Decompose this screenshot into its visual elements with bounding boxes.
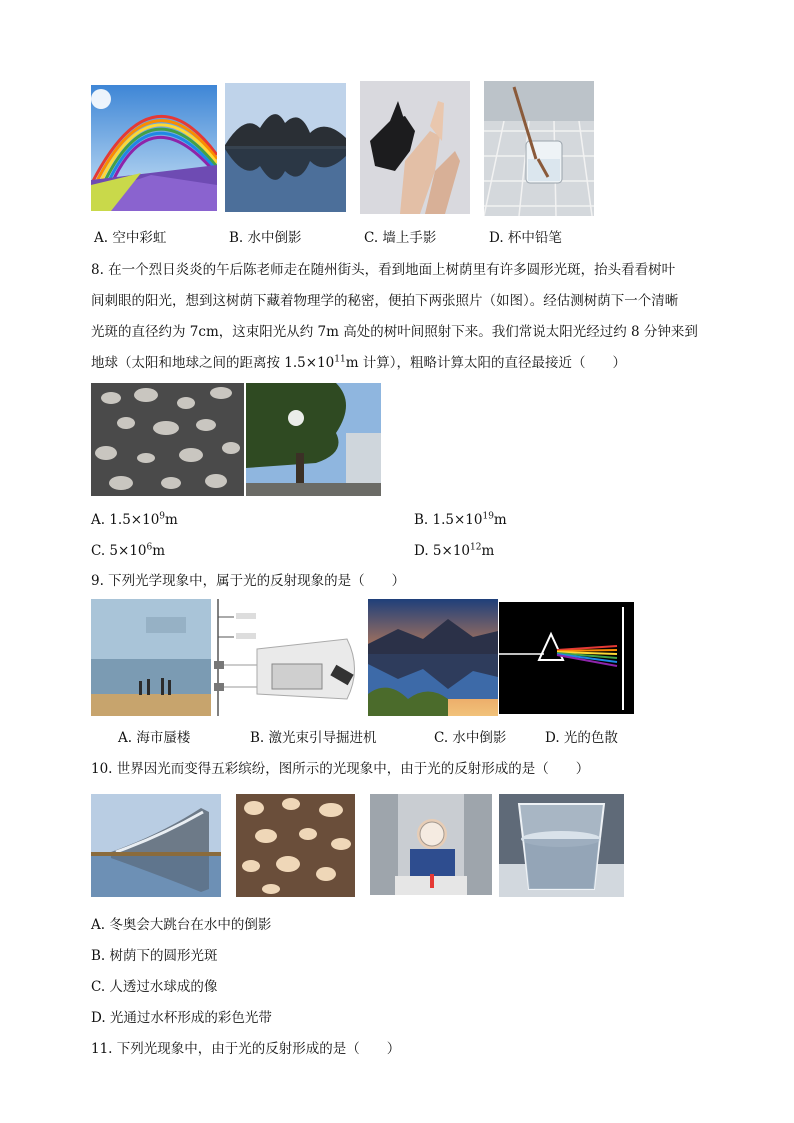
- q9-option-b: B. 激光束引导掘进机: [250, 730, 377, 746]
- q8-stem-line-2: 间刺眼的阳光，想到这树荫下藏着物理学的秘密，便拍下两张照片（如图）。经估测树荫下一个清晰: [91, 293, 679, 309]
- q10-option-b: B. 树荫下的圆形光斑: [91, 948, 218, 964]
- q9-stem: 9. 下列光学现象中，属于光的反射现象的是（ ）: [91, 573, 406, 589]
- light-spots-photo: [236, 794, 355, 897]
- q8-option-a: A. $1.5\times 10^9m$: [91, 511, 178, 528]
- q7-option-d: D. 杯中铅笔: [489, 230, 562, 246]
- q9-option-a: A. 海市蜃楼: [118, 730, 191, 746]
- ski-jump-reflection-photo: [91, 794, 221, 897]
- prism-dispersion-diagram: [499, 602, 634, 714]
- q7-option-b: B. 水中倒影: [229, 230, 302, 246]
- q7-option-c: C. 墙上手影: [364, 230, 437, 246]
- q7-option-a: A. 空中彩虹: [94, 230, 167, 246]
- q8-stem-line-4: 地球（太阳和地球之间的距离按 $1.5\times 10^{11}m$ 计算），粗略计算太阳的直径最接近（ ）: [91, 354, 627, 371]
- q8-option-d: D. $5\times 10^{12}m$: [414, 542, 495, 559]
- q9-option-c: C. 水中倒影: [434, 730, 507, 746]
- water-reflection-photo: [225, 83, 346, 212]
- q10-option-a: A. 冬奥会大跳台在水中的倒影: [91, 917, 272, 933]
- mirage-photo: [91, 599, 211, 716]
- q8-option-c: C. $5\times 10^6m$: [91, 542, 166, 559]
- q10-option-d: D. 光通过水杯形成的彩色光带: [91, 1010, 272, 1026]
- mountain-lake-reflection-photo: [368, 599, 498, 716]
- hand-shadow-photo: [360, 81, 470, 214]
- water-ball-space-station-photo: [370, 794, 492, 895]
- q10-stem: 10. 世界因光而变得五彩缤纷，图所示的光现象中，由于光的反射形成的是（ ）: [91, 761, 590, 777]
- rainbow-photo: [91, 85, 217, 211]
- laser-tunneling-machine-diagram: [212, 599, 367, 716]
- water-glass-photo: [499, 794, 624, 897]
- tree-shade-light-spots-photo: [91, 383, 244, 496]
- q8-stem-line-1: 8. 在一个烈日炎炎的午后陈老师走在随州街头，看到地面上树荫里有许多圆形光斑，抬头看看树叶: [91, 262, 676, 278]
- q9-option-d: D. 光的色散: [545, 730, 618, 746]
- q10-option-c: C. 人透过水球成的像: [91, 979, 218, 995]
- q8-stem-line-3: 光斑的直径约为 7cm，这束阳光从约 7m 高处的树叶间照射下来。我们常说太阳光经过约 8 分钟来到: [91, 324, 698, 340]
- q11-stem: 11. 下列光现象中，由于光的反射形成的是（ ）: [91, 1041, 401, 1057]
- q8-option-b: B. $1.5\times 10^{19}m$: [414, 511, 507, 528]
- tree-canopy-sun-photo: [246, 383, 381, 496]
- pencil-in-cup-photo: [484, 81, 594, 216]
